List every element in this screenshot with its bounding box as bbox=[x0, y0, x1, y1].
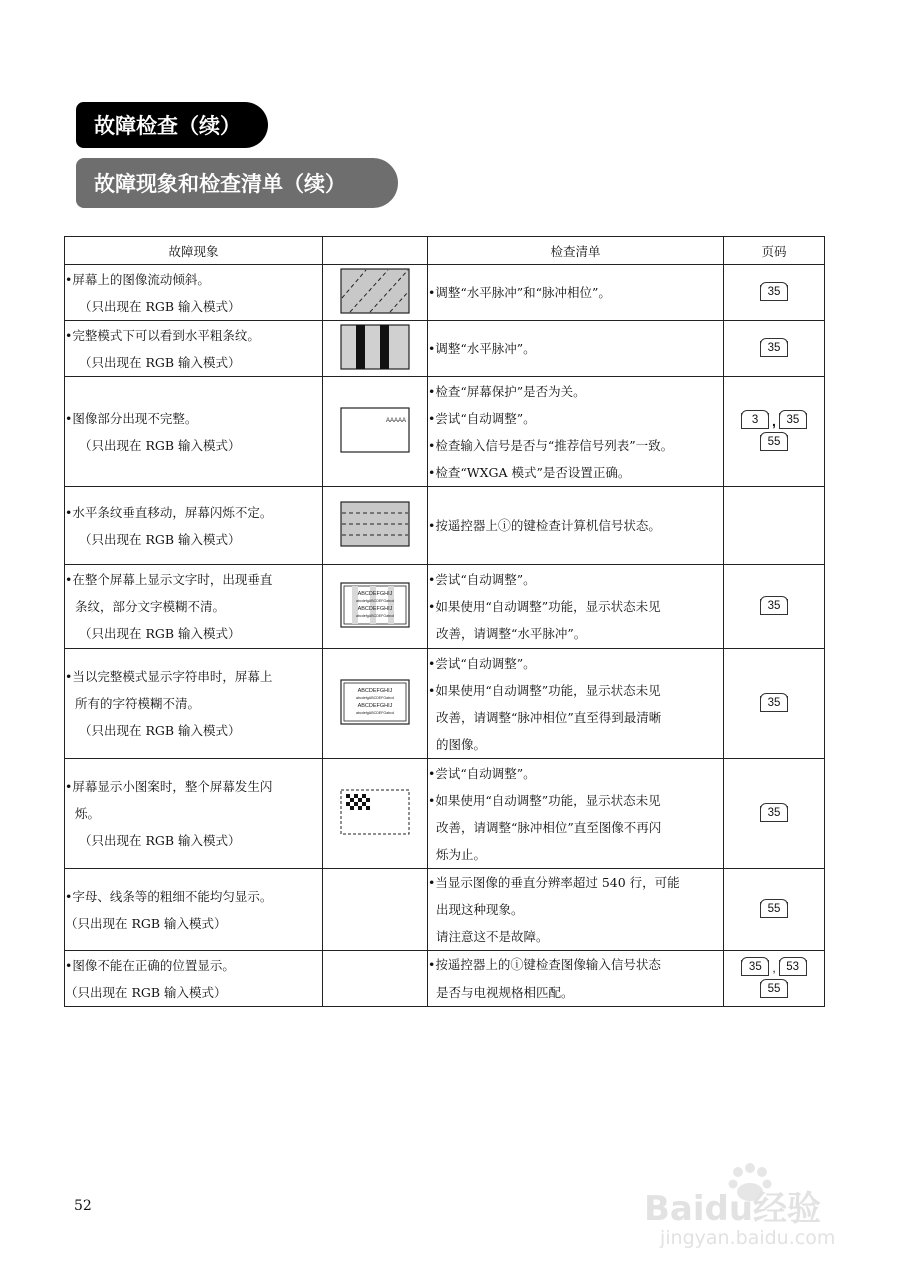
symptom-line: 所有的字符模糊不清。 bbox=[75, 696, 201, 711]
page-ref-cell bbox=[724, 869, 825, 951]
checklist-cell bbox=[428, 377, 724, 487]
symptom-cell bbox=[65, 759, 323, 869]
cutoff-text-sample: AAAAA bbox=[386, 418, 407, 424]
check-text: 的键检查计算机信号状态。 bbox=[510, 517, 661, 533]
check-item: 的图像。 bbox=[436, 736, 487, 752]
page-number: 52 bbox=[74, 1198, 92, 1214]
picture-cell bbox=[323, 377, 428, 487]
check-item: •如果使用“自动调整”功能，显示状态未见 bbox=[428, 792, 661, 808]
page-ref-cell bbox=[724, 759, 825, 869]
check-item: •调整“水平脉冲”。 bbox=[428, 341, 536, 356]
sample-text-line: abcdefgABCDEFGabcd bbox=[356, 696, 394, 700]
page-ref-cell bbox=[724, 649, 825, 759]
sample-text-line: ABCDEFGHIJ bbox=[357, 606, 393, 612]
symptom-line: •在整个屏幕上显示文字时，出现垂直 bbox=[65, 572, 273, 587]
checklist-cell bbox=[428, 487, 724, 565]
picture-cell bbox=[323, 487, 428, 565]
checklist-cell bbox=[428, 321, 724, 377]
check-item: •尝试“自动调整”。 bbox=[428, 572, 536, 587]
page-ref-book-icon[interactable]: 55 bbox=[760, 902, 788, 918]
text-with-stripes-illustration bbox=[340, 582, 410, 628]
header-page: 页码 bbox=[724, 237, 825, 265]
table-row bbox=[65, 869, 825, 951]
section-subtitle-text: 故障现象和检查清单（续） bbox=[94, 172, 346, 196]
troubleshooting-table bbox=[64, 236, 825, 1007]
info-button-icon: ⓘ bbox=[497, 518, 511, 534]
page-ref-cell bbox=[724, 321, 825, 377]
check-item: •尝试“自动调整”。 bbox=[428, 655, 536, 671]
symptom-line: （只出现在 RGB 输入模式） bbox=[65, 984, 227, 1000]
symptom-line: （只出现在 RGB 输入模式） bbox=[79, 531, 241, 547]
check-item: •当显示图像的垂直分辨率超过 540 行，可能 bbox=[428, 875, 680, 890]
symptom-line: （只出现在 RGB 输入模式） bbox=[79, 354, 241, 370]
checklist-cell bbox=[428, 869, 724, 951]
symptom-line: •字母、线条等的粗细不能均匀显示。 bbox=[65, 888, 273, 904]
symptom-cell bbox=[65, 649, 323, 759]
check-item: 烁为止。 bbox=[436, 846, 487, 862]
check-item: 请注意这不是故障。 bbox=[436, 929, 549, 944]
symptom-line: •屏幕显示小图案时，整个屏幕发生闪 bbox=[65, 779, 273, 794]
symptom-cell bbox=[65, 565, 323, 649]
check-item bbox=[428, 512, 723, 540]
table-row bbox=[65, 487, 825, 565]
picture-cell bbox=[323, 649, 428, 759]
sample-text-line: abcdefgABCDEFGabcd bbox=[356, 711, 394, 715]
page-ref-book-icon[interactable]: 35 bbox=[760, 599, 788, 615]
sample-text-line: ABCDEFGHIJ bbox=[357, 591, 393, 597]
vertical-bars-illustration bbox=[340, 324, 410, 370]
symptom-line: （只出现在 RGB 输入模式） bbox=[79, 437, 241, 453]
checklist-cell bbox=[428, 265, 724, 321]
page-ref-separator: , bbox=[772, 412, 776, 429]
page-ref-book-icon[interactable]: 55 bbox=[760, 982, 788, 998]
sample-text-line: abcdefgABCDEFGabcd bbox=[356, 614, 394, 618]
section-subtitle bbox=[76, 158, 398, 208]
header-picture bbox=[323, 237, 428, 265]
sample-text-line: ABCDEFGHIJ bbox=[357, 703, 393, 709]
page-ref-separator: , bbox=[772, 960, 776, 975]
check-item: 出现这种现象。 bbox=[436, 902, 524, 917]
page-ref-book-icon[interactable]: 53 bbox=[779, 960, 807, 976]
table-header-row bbox=[65, 237, 825, 265]
table-row bbox=[65, 759, 825, 869]
page-ref-book-icon[interactable]: 35 bbox=[760, 696, 788, 712]
check-item: 改善，请调整“水平脉冲”。 bbox=[436, 626, 587, 641]
symptom-line: •图像部分出现不完整。 bbox=[65, 410, 198, 426]
page-ref-book-icon[interactable]: 55 bbox=[760, 435, 788, 451]
symptom-line: •图像不能在正确的位置显示。 bbox=[65, 957, 235, 973]
check-item bbox=[428, 951, 723, 979]
table-row bbox=[65, 649, 825, 759]
checklist-cell bbox=[428, 759, 724, 869]
check-item: 改善，请调整“脉冲相位”直至得到最清晰 bbox=[436, 709, 662, 725]
symptom-cell bbox=[65, 487, 323, 565]
table-row bbox=[65, 265, 825, 321]
symptom-line: （只出现在 RGB 输入模式） bbox=[79, 626, 241, 641]
symptom-line: •完整模式下可以看到水平粗条纹。 bbox=[65, 327, 260, 343]
section-title-text: 故障检查（续） bbox=[94, 114, 241, 138]
table-row bbox=[65, 565, 825, 649]
check-item: 改善，请调整“脉冲相位”直至图像不再闪 bbox=[436, 819, 662, 835]
check-item: •尝试“自动调整”。 bbox=[428, 410, 536, 426]
check-item: •检查输入信号是否与“推荐信号列表”一致。 bbox=[428, 437, 674, 453]
symptom-cell bbox=[65, 951, 323, 1007]
check-item: •如果使用“自动调整”功能，显示状态未见 bbox=[428, 682, 661, 698]
baidu-watermark bbox=[640, 1160, 880, 1250]
symptom-cell bbox=[65, 321, 323, 377]
page-ref-cell bbox=[724, 487, 825, 565]
blurred-text-illustration bbox=[340, 679, 410, 725]
check-item: •如果使用“自动调整”功能，显示状态未见 bbox=[428, 599, 661, 614]
header-checklist: 检查清单 bbox=[428, 237, 724, 265]
picture-cell bbox=[323, 759, 428, 869]
table-row bbox=[65, 377, 825, 487]
sample-text-line: ABCDEFGHIJ bbox=[357, 688, 393, 694]
symptom-line: 烁。 bbox=[75, 806, 101, 821]
check-item: •检查“屏幕保护”是否为关。 bbox=[428, 383, 586, 399]
checklist-cell bbox=[428, 951, 724, 1007]
check-item: •调整“水平脉冲”和“脉冲相位”。 bbox=[428, 285, 611, 300]
page-ref-cell bbox=[724, 377, 825, 487]
symptom-line: （只出现在 RGB 输入模式） bbox=[79, 298, 241, 314]
symptom-line: （只出现在 RGB 输入模式） bbox=[79, 833, 241, 848]
section-title bbox=[76, 102, 268, 148]
picture-cell bbox=[323, 321, 428, 377]
symptom-line: •当以完整模式显示字符串时，屏幕上 bbox=[65, 669, 273, 684]
watermark-url: jingyan.baidu.com bbox=[660, 1227, 836, 1249]
symptom-line: •水平条纹垂直移动，屏幕闪烁不定。 bbox=[65, 504, 273, 520]
symptom-cell bbox=[65, 377, 323, 487]
symptom-line: 条纹，部分文字模糊不清。 bbox=[75, 599, 226, 614]
symptom-line: （只出现在 RGB 输入模式） bbox=[79, 723, 241, 738]
check-text: •按遥控器上的 bbox=[428, 957, 511, 972]
table-row bbox=[65, 951, 825, 1007]
check-text: •按遥控器上 bbox=[428, 517, 498, 533]
symptom-cell bbox=[65, 869, 323, 951]
page-ref-cell bbox=[724, 265, 825, 321]
diagonal-stripes-illustration bbox=[340, 268, 410, 314]
sample-text-line: abcdefgABCDEFGabcd bbox=[356, 599, 394, 603]
symptom-line: •屏幕上的图像流动倾斜。 bbox=[65, 271, 210, 287]
checker-pattern-illustration bbox=[340, 789, 410, 835]
watermark-logo-text: Baidu经验 bbox=[644, 1189, 822, 1229]
checklist-cell bbox=[428, 565, 724, 649]
check-text: 键检查图像输入信号状态 bbox=[523, 957, 661, 972]
symptom-cell bbox=[65, 265, 323, 321]
check-item: 是否与电视规格相匹配。 bbox=[436, 985, 574, 1000]
page-ref-book-icon[interactable]: 35 bbox=[760, 806, 788, 822]
page-ref-book-icon[interactable]: 35 bbox=[741, 960, 769, 976]
symptom-line: （只出现在 RGB 输入模式） bbox=[65, 915, 227, 931]
picture-cell bbox=[323, 869, 428, 951]
check-item: •尝试“自动调整”。 bbox=[428, 765, 536, 781]
check-item: •检查“WXGA 模式”是否设置正确。 bbox=[428, 464, 631, 480]
picture-cell bbox=[323, 565, 428, 649]
info-button-icon: ⓘ bbox=[510, 958, 524, 973]
page-ref-book-icon[interactable]: 35 bbox=[779, 413, 807, 429]
cutoff-text-illustration bbox=[340, 407, 410, 453]
picture-cell bbox=[323, 951, 428, 1007]
page-ref-cell bbox=[724, 951, 825, 1007]
horizontal-dashes-illustration bbox=[340, 501, 410, 547]
checklist-cell bbox=[428, 649, 724, 759]
page-ref-cell bbox=[724, 565, 825, 649]
page-ref-book-icon[interactable]: 35 bbox=[760, 341, 788, 357]
page-ref-book-icon[interactable]: 3 bbox=[741, 413, 769, 429]
page-ref-book-icon[interactable]: 35 bbox=[760, 285, 788, 301]
table-row bbox=[65, 321, 825, 377]
header-symptom: 故障现象 bbox=[65, 237, 323, 265]
picture-cell bbox=[323, 265, 428, 321]
